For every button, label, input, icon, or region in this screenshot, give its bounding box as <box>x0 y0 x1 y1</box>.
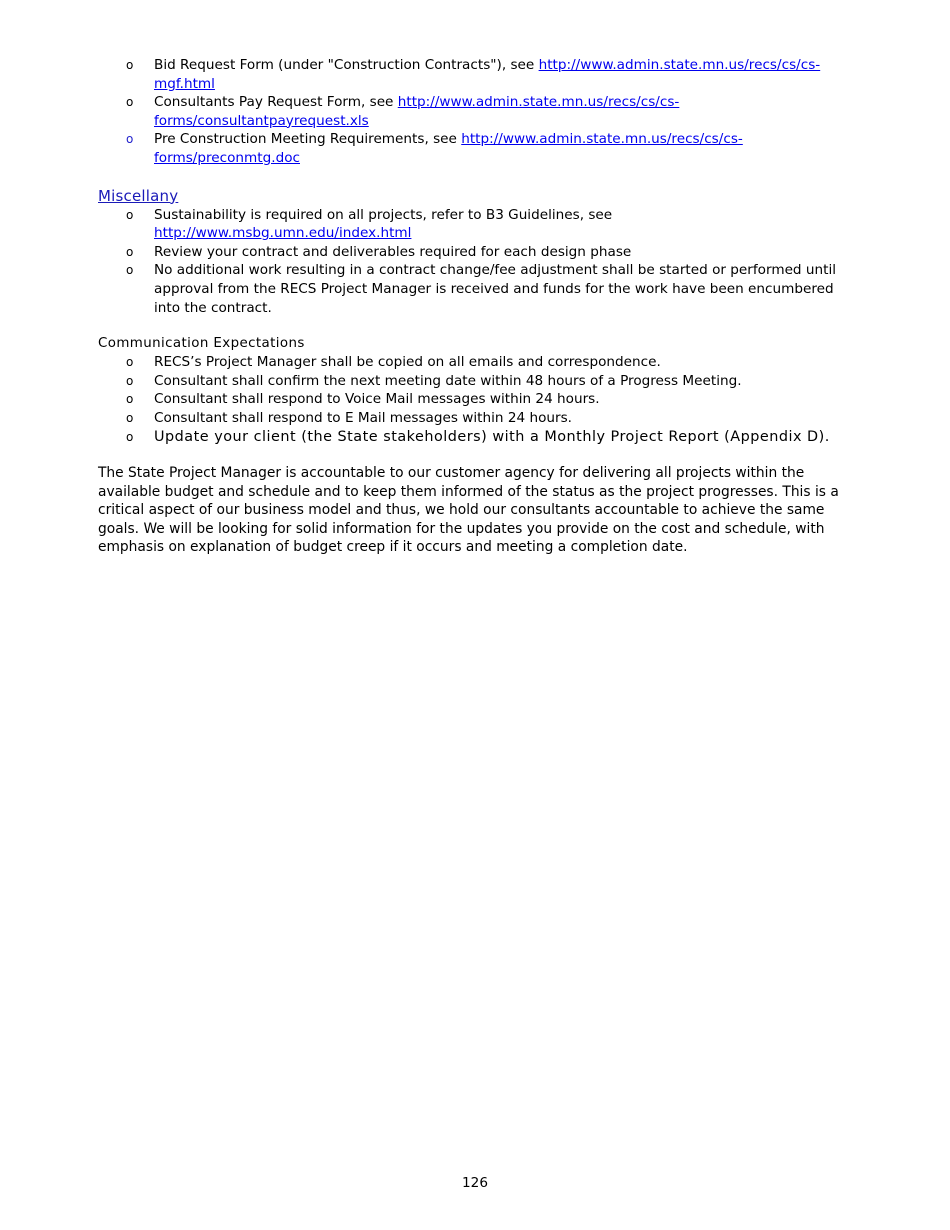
hollow-bullet-icon: o <box>126 244 134 259</box>
list-item-text: Pre Construction Meeting Requirements, see <box>154 131 462 148</box>
list-item <box>98 428 850 447</box>
list-item-text: Consultant shall respond to E Mail messages within 24 hours. <box>154 409 572 426</box>
list-item-text: Update your client (the State stakeholders) with a Monthly Project Report (Appendix D). <box>154 428 830 445</box>
hollow-bullet-icon: o <box>126 429 134 444</box>
list-item <box>98 56 850 93</box>
document-page <box>98 56 850 557</box>
list-item-text: Bid Request Form (under "Construction Contracts"), see <box>154 57 539 73</box>
list-item <box>98 261 850 317</box>
hollow-bullet-icon: o <box>126 58 134 72</box>
list-item-text: Consultant shall respond to Voice Mail messages within 24 hours. <box>154 391 600 408</box>
list-item-text: RECS’s Project Manager shall be copied on all emails and correspondence. <box>154 354 661 371</box>
hollow-bullet-icon: o <box>126 373 134 388</box>
list-item <box>98 206 850 243</box>
forms-list <box>98 56 850 168</box>
hollow-bullet-icon: o <box>126 132 134 147</box>
communication-heading: Communication Expectations <box>98 336 305 352</box>
list-item <box>98 130 850 167</box>
list-item <box>98 390 850 409</box>
hollow-bullet-icon: o <box>126 207 134 222</box>
page-number: 126 <box>462 1175 488 1191</box>
hollow-bullet-icon: o <box>126 95 134 110</box>
hollow-bullet-icon: o <box>126 355 134 370</box>
miscellany-list <box>98 206 850 318</box>
miscellany-heading: Miscellany <box>98 186 179 205</box>
list-item-text: Sustainability is required on all projects, refer to B3 Guidelines, see <box>154 206 613 223</box>
list-item <box>98 93 850 130</box>
hollow-bullet-icon: o <box>126 392 134 407</box>
bid-request-form-link[interactable]: http://www.admin.state.mn.us/recs/cs/cs-mgf.html <box>154 57 821 92</box>
preconstruction-meeting-link[interactable]: http://www.admin.state.mn.us/recs/cs/cs-forms/preconmtg.doc <box>154 131 743 166</box>
hollow-bullet-icon: o <box>126 263 134 278</box>
communication-list <box>98 353 850 446</box>
list-item-text: No additional work resulting in a contract change/fee adjustment shall be started or performed until approval from the RECS Project Manager is received and funds for the work have been encumbered into the contract. <box>154 262 836 316</box>
consultant-pay-request-link[interactable]: http://www.admin.state.mn.us/recs/cs/cs-forms/consultantpayrequest.xls <box>154 94 680 129</box>
list-item <box>98 243 850 262</box>
list-item-text: Review your contract and deliverables required for each design phase <box>154 243 632 260</box>
list-item <box>98 372 850 391</box>
list-item-text: Consultants Pay Request Form, see <box>154 94 398 111</box>
b3-guidelines-link[interactable]: http://www.msbg.umn.edu/index.html <box>154 225 412 242</box>
closing-paragraph: The State Project Manager is accountable to our customer agency for delivering all projects within the available budget and schedule and to keep them informed of the status as the project progresses. This is a critical aspect of our business model and thus, we hold our consultants accountable to achieve the same goals. We will be looking for solid information for the updates you provide on the cost and schedule, with emphasis on explanation of budget creep if it occurs and meeting a completion date. <box>98 465 839 556</box>
hollow-bullet-icon: o <box>126 410 134 425</box>
list-item-text: Consultant shall confirm the next meeting date within 48 hours of a Progress Meeting. <box>154 372 742 389</box>
list-item <box>98 353 850 372</box>
list-item <box>98 409 850 428</box>
